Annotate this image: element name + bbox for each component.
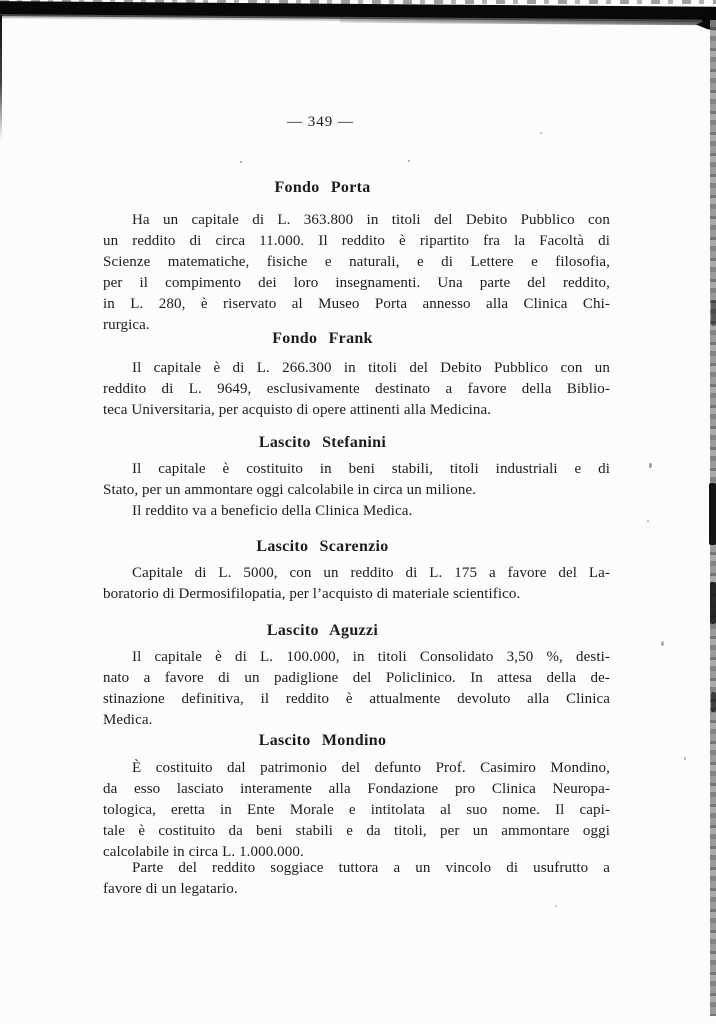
- scan-artifact-right-blob: [710, 582, 716, 624]
- text-line: tale è costituito da beni stabili e da titoli, per un ammontare oggi: [103, 823, 610, 839]
- scan-artifact-right-blob: [711, 692, 716, 712]
- text-line: È costituito dal patrimonio del defunto Prof. Casimiro Mondino,: [132, 760, 610, 776]
- paragraph: [103, 459, 610, 501]
- text-line: reddito di L. 9649, esclusivamente destinato a favore della Biblio-: [103, 381, 610, 397]
- section-heading-lascito-mondino: Lascito Mondino: [258, 732, 387, 749]
- text-line: tologica, eretta in Ente Morale e intitolata al suo nome. Il capi-: [103, 802, 610, 818]
- text-line: Scienze matematiche, fisiche e naturali, e di Lettere e filosofia,: [103, 254, 610, 270]
- text-line: calcolabile in circa L. 1.000.000.: [103, 844, 304, 860]
- text-line: Medica.: [103, 712, 153, 728]
- text-line: Il capitale è di L. 100.000, in titoli Consolidato 3,50 %, desti-: [132, 649, 610, 665]
- text-line: Stato, per un ammontare oggi calcolabile in circa un milione.: [103, 482, 477, 498]
- text-line: un reddito di circa 11.000. Il reddito è ripartito fra la Facoltà di: [103, 233, 610, 249]
- scan-speck: [661, 641, 664, 646]
- scan-artifact-left-edge-line: [0, 15, 2, 140]
- text-line: Parte del reddito soggiace tuttora a un vincolo di usufrutto a: [132, 860, 610, 876]
- text-line: da esso lasciato interamente alla Fondazione pro Clinica Neuropa-: [103, 781, 610, 797]
- text-line: stinazione definitiva, il reddito è attualmente devoluto alla Clinica: [103, 691, 610, 707]
- section-heading-fondo-porta: Fondo Porta: [274, 179, 371, 196]
- text-line: nato a favore di un padiglione del Policlinico. In attesa della de-: [103, 670, 610, 686]
- paragraph: [103, 358, 610, 421]
- scan-speck: [647, 520, 649, 522]
- text-line: rurgica.: [103, 317, 150, 333]
- paragraph: [103, 647, 610, 731]
- scan-artifact-right-blob: [711, 300, 716, 326]
- paragraph: [103, 858, 610, 900]
- text-line: in L. 280, è riservato al Museo Porta annesso alla Clinica Chi-: [103, 296, 610, 312]
- text-line: Ha un capitale di L. 363.800 in titoli del Debito Pubblico con: [132, 212, 610, 228]
- text-line: favore di un legatario.: [103, 881, 238, 897]
- text-line: per il compimento dei loro insegnamenti. Una parte del reddito,: [103, 275, 610, 291]
- text-line: teca Universitaria, per acquisto di opere attinenti alla Medicina.: [103, 402, 492, 418]
- section-heading-fondo-frank: Fondo Frank: [272, 330, 373, 347]
- paragraph: [103, 563, 610, 605]
- section-heading-lascito-scarenzio: Lascito Scarenzio: [256, 538, 389, 555]
- text-line: Il capitale è di L. 266.300 in titoli del Debito Pubblico con un: [132, 360, 610, 376]
- section-heading-lascito-stefanini: Lascito Stefanini: [258, 434, 387, 451]
- paragraph: [103, 210, 610, 336]
- text-line: Il reddito va a beneficio della Clinica Medica.: [132, 503, 413, 519]
- scan-speck: [649, 463, 652, 468]
- scan-artifact-right-blob: [709, 483, 716, 545]
- text-block: [103, 0, 610, 1024]
- text-line: Il capitale è costituito in beni stabili, titoli industriali e di: [132, 461, 610, 477]
- section-heading-lascito-aguzzi: Lascito Aguzzi: [266, 622, 379, 639]
- text-line: boratorio di Dermosifilopatia, per l’acquisto di materiale scientifico.: [103, 586, 521, 602]
- paragraph: [103, 758, 610, 863]
- text-line: Capitale di L. 5000, con un reddito di L. 175 a favore del La-: [132, 565, 610, 581]
- scan-speck: [684, 757, 686, 760]
- page-number: — 349 —: [287, 114, 354, 130]
- paragraph: [103, 501, 610, 522]
